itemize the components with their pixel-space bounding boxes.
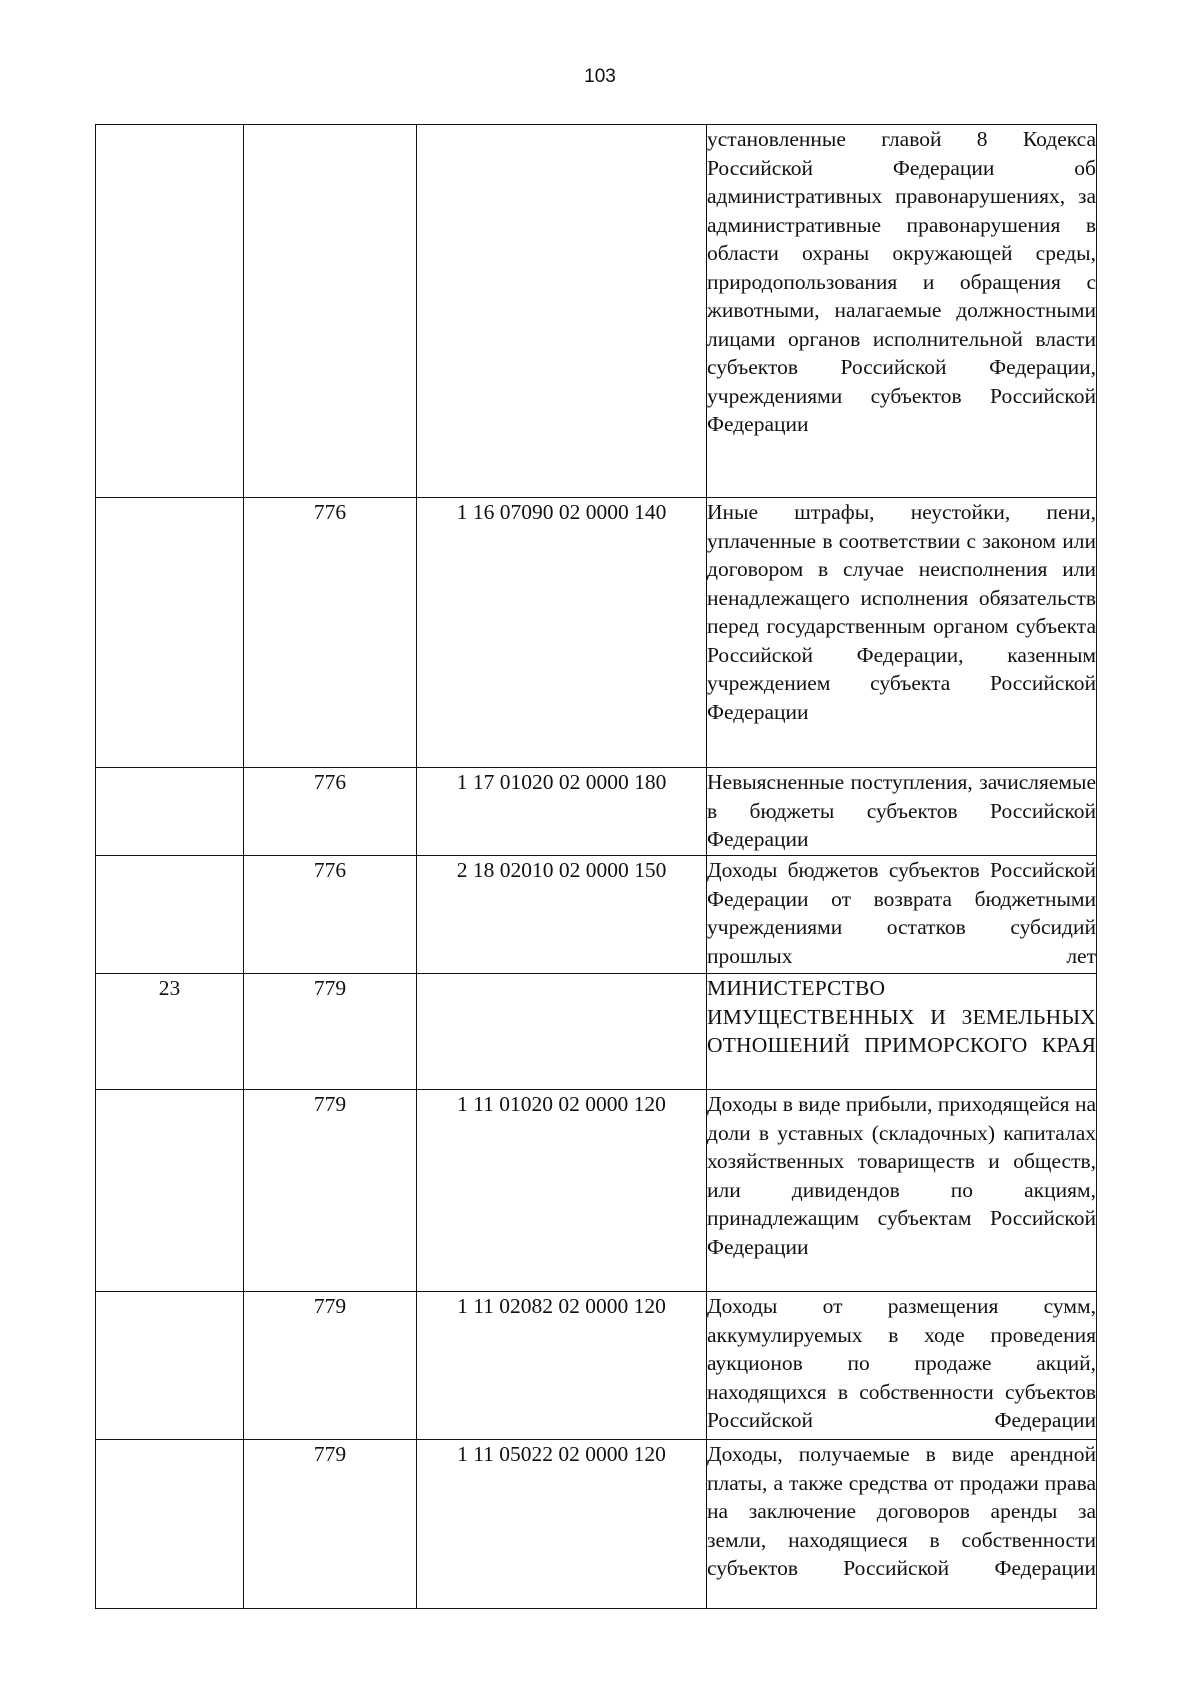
budget-code-cell: 2 18 02010 02 0000 150 (417, 856, 707, 974)
table-row (96, 856, 1097, 974)
table-row (96, 125, 1097, 498)
budget-code-cell: 1 17 01020 02 0000 180 (417, 768, 707, 856)
admin-code-cell: 776 (244, 768, 417, 856)
budget-revenue-table (95, 124, 1097, 1609)
table-row (96, 1090, 1097, 1292)
row-number-cell (96, 125, 244, 498)
description-cell: Доходы, получаемые в виде арендной платы, а также средства от продажи права на заключение договоров аренды за земли, находящиеся в собственности субъектов Российской Федерации (707, 1440, 1097, 1609)
admin-code-cell: 776 (244, 498, 417, 768)
admin-code-cell: 779 (244, 974, 417, 1090)
description-cell: установленные главой 8 Кодекса Российской Федерации об административных правонарушениях, за административные правонарушения в области охраны окружающей среды, природопользования и обращения с животными, налагаемые должностными лицами органов исполнительной власти субъектов Российской Федерации, учреждениями субъектов Российской Федерации (707, 125, 1097, 498)
admin-code-cell: 779 (244, 1090, 417, 1292)
row-number-cell (96, 856, 244, 974)
admin-code-cell: 779 (244, 1292, 417, 1440)
budget-code-cell (417, 974, 707, 1090)
row-number-cell: 23 (96, 974, 244, 1090)
budget-code-cell: 1 11 01020 02 0000 120 (417, 1090, 707, 1292)
description-cell: Невыясненные поступления, зачисляемые в бюджеты субъектов Российской Федерации (707, 768, 1097, 856)
admin-code-cell (244, 125, 417, 498)
budget-code-cell: 1 11 02082 02 0000 120 (417, 1292, 707, 1440)
admin-code-cell: 776 (244, 856, 417, 974)
table-row (96, 498, 1097, 768)
description-cell: Доходы в виде прибыли, приходящейся на доли в уставных (складочных) капиталах хозяйственных товариществ и обществ, или дивидендов по акциям, принадлежащим субъектам Российской Федерации (707, 1090, 1097, 1292)
table-row (96, 1440, 1097, 1609)
page-number: 103 (584, 66, 616, 87)
row-number-cell (96, 1440, 244, 1609)
budget-code-cell: 1 11 05022 02 0000 120 (417, 1440, 707, 1609)
row-number-cell (96, 498, 244, 768)
row-number-cell (96, 768, 244, 856)
row-number-cell (96, 1292, 244, 1440)
admin-code-cell: 779 (244, 1440, 417, 1609)
organization-name-cell: МИНИСТЕРСТВО ИМУЩЕСТВЕННЫХ И ЗЕМЕЛЬНЫХ ОТНОШЕНИЙ ПРИМОРСКОГО КРАЯ (707, 974, 1097, 1090)
budget-code-cell (417, 125, 707, 498)
budget-code-cell: 1 16 07090 02 0000 140 (417, 498, 707, 768)
table-row (96, 768, 1097, 856)
row-number-cell (96, 1090, 244, 1292)
table-row (96, 1292, 1097, 1440)
table-row (96, 974, 1097, 1090)
description-cell: Доходы от размещения сумм, аккумулируемых в ходе проведения аукционов по продаже акций, находящихся в собственности субъектов Российской Федерации (707, 1292, 1097, 1440)
description-cell: Доходы бюджетов субъектов Российской Федерации от возврата бюджетными учреждениями остатков субсидий прошлых лет (707, 856, 1097, 974)
description-cell: Иные штрафы, неустойки, пени, уплаченные в соответствии с законом или договором в случае неисполнения или ненадлежащего исполнения обязательств перед государственным органом субъекта Российской Федерации, казенным учреждением субъекта Российской Федерации (707, 498, 1097, 768)
